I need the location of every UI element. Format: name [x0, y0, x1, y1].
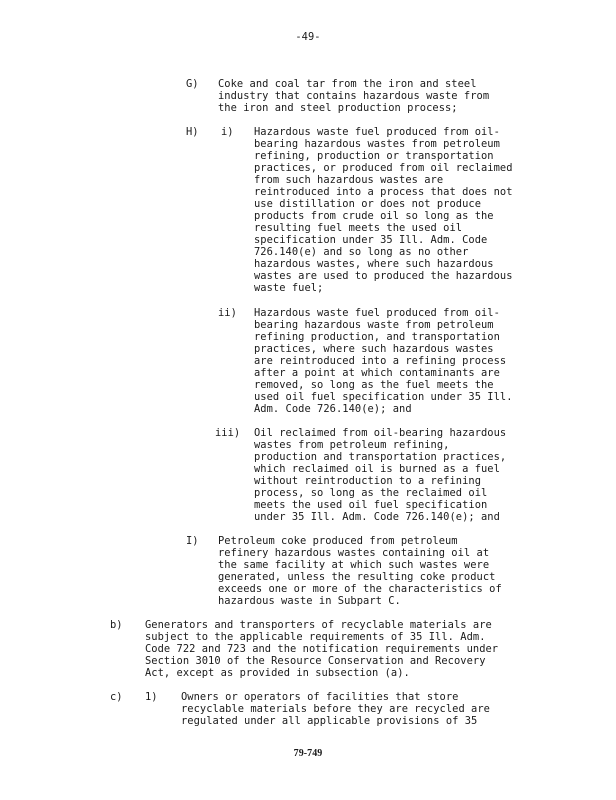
text-line: generated, unless the resulting coke product [218, 571, 496, 583]
text-line: without reintroduction to a refining [254, 475, 482, 487]
text-line: are reintroduced into a refining process [254, 355, 507, 367]
text-line: used oil fuel specification under 35 Ill. [254, 391, 513, 403]
text-line: Oil reclaimed from oil-bearing hazardous [254, 427, 507, 439]
text-line: industry that contains hazardous waste from [218, 90, 490, 102]
subitem-label: i) [221, 126, 234, 138]
text-line: under 35 Ill. Adm. Code 726.140(e); and [254, 511, 500, 523]
text-line: the same facility at which such wastes were [218, 559, 490, 571]
text-line: wastes are used to produced the hazardous [254, 270, 513, 282]
text-line: Hazardous waste fuel produced from oil- [254, 126, 500, 138]
text-line: products from crude oil so long as the [254, 210, 494, 222]
item-label: b) [110, 619, 123, 631]
text-line: after a point at which contaminants are [254, 367, 500, 379]
text-line: exceeds one or more of the characteristics of [218, 583, 502, 595]
text-line: meets the used oil fuel specification [254, 499, 488, 511]
text-line: 726.140(e) and so long as no other [254, 246, 469, 258]
text-line: resulting fuel meets the used oil [254, 222, 463, 234]
text-line: which reclaimed oil is burned as a fuel [254, 463, 500, 475]
text-line: Adm. Code 726.140(e); and [254, 403, 412, 415]
text-line: from such hazardous wastes are [254, 174, 444, 186]
text-line: hazardous wastes, where such hazardous [254, 258, 494, 270]
page-number: -49- [295, 31, 321, 43]
text-line: removed, so long as the fuel meets the [254, 379, 494, 391]
item-label: H) [186, 126, 199, 138]
text-line: Petroleum coke produced from petroleum [218, 535, 458, 547]
text-line: reintroduced into a process that does not [254, 186, 513, 198]
text-line: refining, production or transportation [254, 150, 494, 162]
subitem-label: 1) [145, 691, 158, 703]
text-line: specification under 35 Ill. Adm. Code [254, 234, 488, 246]
text-line: wastes from petroleum refining, [254, 439, 450, 451]
text-line: bearing hazardous waste from petroleum [254, 319, 494, 331]
text-line: refinery hazardous wastes containing oil at [218, 547, 490, 559]
text-line: recyclable materials before they are recycled are [181, 703, 490, 715]
item-label: c) [110, 691, 123, 703]
text-line: Section 3010 of the Resource Conservation and Recovery [145, 655, 486, 667]
text-line: subject to the applicable requirements of 35 Ill. Adm. [145, 631, 486, 643]
text-line: refining production, and transportation [254, 331, 500, 343]
item-label: I) [186, 535, 199, 547]
text-line: use distillation or does not produce [254, 198, 482, 210]
text-line: Owners or operators of facilities that store [181, 691, 459, 703]
text-line: Act, except as provided in subsection (a). [145, 667, 410, 679]
text-line: regulated under all applicable provisions of 35 [181, 715, 478, 727]
text-line: production and transportation practices, [254, 451, 507, 463]
text-line: Code 722 and 723 and the notification requirements under [145, 643, 499, 655]
text-line: practices, where such hazardous wastes [254, 343, 494, 355]
footer-page-id: 79-749 [293, 748, 323, 759]
text-line: Coke and coal tar from the iron and steel [218, 78, 477, 90]
text-line: practices, or produced from oil reclaimed [254, 162, 513, 174]
text-line: Generators and transporters of recyclable materials are [145, 619, 492, 631]
text-line: bearing hazardous wastes from petroleum [254, 138, 500, 150]
text-line: the iron and steel production process; [218, 102, 458, 114]
text-line: waste fuel; [254, 282, 324, 294]
item-label: G) [186, 78, 199, 90]
text-line: process, so long as the reclaimed oil [254, 487, 488, 499]
subitem-label: iii) [215, 427, 241, 439]
subitem-label: ii) [218, 307, 237, 319]
text-line: Hazardous waste fuel produced from oil- [254, 307, 500, 319]
text-line: hazardous waste in Subpart C. [218, 595, 401, 607]
